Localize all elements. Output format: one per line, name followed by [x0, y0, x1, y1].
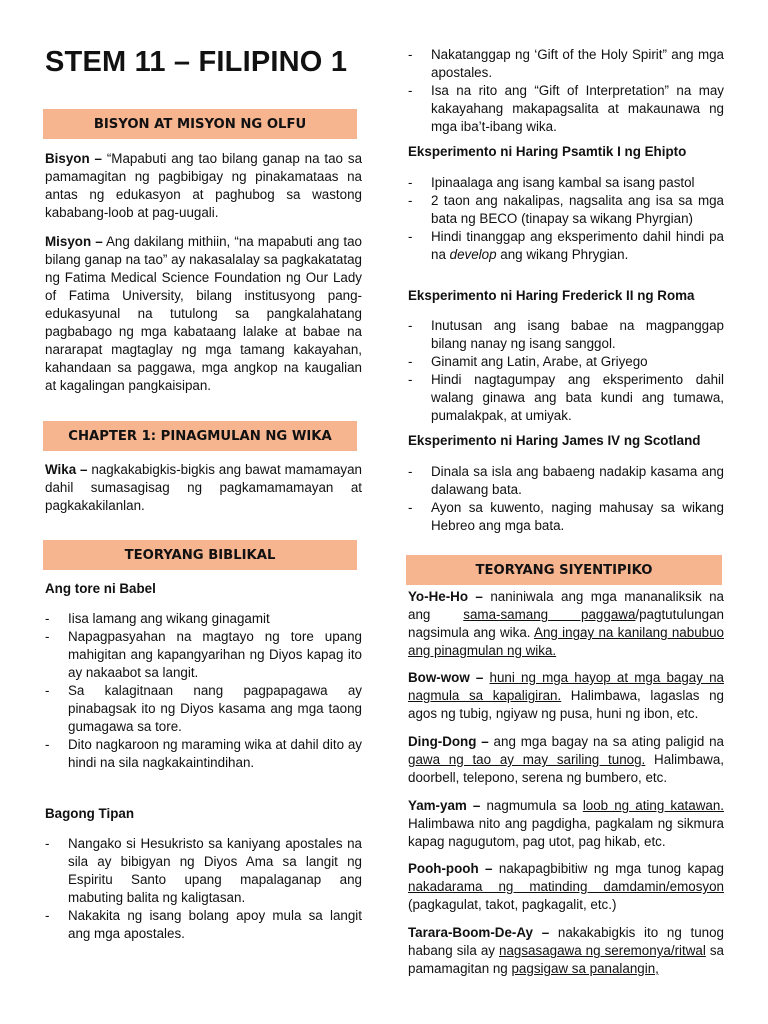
section-heading-siyentipiko: TEORYANG SIYENTIPIKO: [406, 555, 722, 585]
tipan-title: Bagong Tipan: [45, 806, 135, 821]
list-item: - Iisa lamang ang wikang ginagamit: [45, 610, 362, 628]
tipan-list: [45, 835, 362, 943]
underlined-text: nakadarama ng matinding damdamin/emosyon: [408, 879, 724, 894]
underlined-text: gawa ng tao ay may sariling tunog.: [408, 752, 646, 767]
tarara-paragraph: [408, 924, 724, 978]
text: nakapagbibitiw ng mga tunog kapag: [492, 861, 724, 876]
exp3-title: Eksperimento ni Haring James IV ng Scotland: [408, 433, 701, 448]
babel-title: Ang tore ni Babel: [45, 581, 156, 596]
dingdong-paragraph: [408, 733, 724, 787]
list-item: - Dinala sa isla ang babaeng nadakip kasama ang dalawang bata.: [408, 463, 724, 499]
list-item: - Hindi nagtagumpay ang eksperimento dahil walang ginawa ang bata kundi ang tumawa, pumalakpak, at umiyak.: [408, 371, 724, 425]
text: naniniwala ang mga mananaliksik na ang: [408, 589, 724, 622]
exp1-list: [408, 174, 724, 264]
exp2-title: Eksperimento ni Haring Frederick II ng Roma: [408, 288, 695, 303]
underlined-text: pagsigaw sa panalangin,: [511, 961, 659, 976]
section-heading-bisyon: BISYON AT MISYON NG OLFU: [43, 109, 357, 139]
list-item: - Napagpasyahan na magtayo ng tore upang mahigitan ang kapangyarihan ng Diyos kapag ito ay nakaabot sa langit.: [45, 628, 362, 682]
text: nakakabigkis ito ng tunog habang sila ay: [408, 925, 725, 958]
wika-paragraph: [45, 461, 362, 515]
term: Pooh-pooh –: [408, 861, 493, 876]
term: Ding-Dong –: [408, 734, 489, 749]
misyon-paragraph: [45, 233, 362, 395]
underlined-text: huni ng mga hayop at mga bagay na nagmula sa kapaligiran.: [408, 670, 725, 703]
list-item: - Ipinaalaga ang isang kambal sa isang pastol: [408, 174, 724, 192]
emphasis: develop: [449, 247, 497, 262]
text: sa pamamagitan ng: [408, 943, 724, 976]
text: nagmumula sa: [480, 798, 583, 813]
list-item: - Ayon sa kuwento, naging mahusay sa wikang Hebreo ang mga bata.: [408, 499, 724, 535]
text: Halimbawa, lagaslas ng agos ng tubig, ngiyaw ng pusa, huni ng ibon, etc.: [408, 688, 724, 721]
section-heading-chapter1: CHAPTER 1: PINAGMULAN NG WIKA: [43, 421, 357, 451]
list-item: - Nakatanggap ng ‘Gift of the Holy Spirit” ang mga apostales.: [408, 46, 724, 82]
underlined-text: sama-samang paggawa: [463, 607, 636, 622]
page-title: STEM 11 – FILIPINO 1: [45, 46, 348, 78]
wika-term: Wika –: [45, 462, 88, 477]
yoheho-paragraph: [408, 588, 724, 660]
list-item: - Sa kalagitnaan nang pagpapagawa ay pinabagsak ito ng Diyos kasama ang mga taong gumagawa sa tore.: [45, 682, 362, 736]
bisyon-term: Bisyon –: [45, 151, 102, 166]
poohpooh-paragraph: [408, 860, 724, 914]
text: ang wikang Phrygian.: [496, 247, 629, 262]
exp1-title: Eksperimento ni Haring Psamtik I ng Ehipto: [408, 144, 687, 159]
section-heading-biblikal: TEORYANG BIBLIKAL: [43, 540, 357, 570]
text: Halimbawa, doorbell, telepono, serena ng bumbero, etc.: [408, 752, 724, 785]
text: Halimbawa nito ang pagdigha, pagkalam ng sikmura kapag nagugutom, pag utot, pag hikab, etc.: [408, 816, 724, 849]
bowwow-paragraph: [408, 669, 724, 723]
exp3-list: [408, 463, 724, 535]
term: Yo-He-Ho –: [408, 589, 483, 604]
underlined-text: nagsasagawa ng seremonya/ritwal: [499, 943, 706, 958]
exp2-list: [408, 317, 724, 425]
list-item: - Isa na rito ang “Gift of Interpretation” na may kakayahang makapagsalita at makaunawa ng mga iba’t-ibang wika.: [408, 82, 724, 136]
text: Hindi tinanggap ang eksperimento dahil hindi pa na: [431, 229, 724, 262]
list-item: - Dito nagkaroon ng maraming wika at dahil dito ay hindi na sila nagkakaintindihan.: [45, 736, 362, 772]
list-item: - Inutusan ang isang babae na magpanggap bilang nanay ng isang sanggol.: [408, 317, 724, 353]
yamyam-paragraph: [408, 797, 724, 851]
list-item: - Ginamit ang Latin, Arabe, at Griyego: [408, 353, 724, 371]
text: ang mga bagay na sa ating paligid na: [488, 734, 724, 749]
term: Yam-yam –: [408, 798, 481, 813]
term: Bow-wow –: [408, 670, 484, 685]
underlined-text: Ang ingay na kanilang nabubuo ang pinagmulan ng wika.: [408, 625, 724, 658]
bisyon-text: “Mapabuti ang tao bilang ganap na tao sa pamamagitan ng pagbibigay ng pinakamataas na antas ng edukasyon at paghubog sa wastong kababang-loob at pag-uugali.: [45, 151, 363, 220]
text: (pagkagulat, takot, pagkagalit, etc.): [408, 897, 617, 912]
list-item: [408, 228, 724, 264]
misyon-term: Misyon –: [45, 234, 103, 249]
list-item: - 2 taon ang nakalipas, nagsalita ang isa sa mga bata ng BECO (tinapay sa wikang Phyrgian): [408, 192, 724, 228]
babel-list: [45, 610, 362, 772]
wika-text: nagkakabigkis-bigkis ang bawat mamamayan dahil sumasagisag ng pagkamamamayan at pagkakakilanlan.: [45, 462, 362, 513]
term: Tarara-Boom-De-Ay –: [408, 925, 550, 940]
list-item: - Nangako si Hesukristo sa kaniyang apostales na sila ay bibigyan ng Diyos Ama sa langit ng Espiritu Santo upang mapalaganap ang mabuting balita ng kaligtasan.: [45, 835, 362, 907]
bisyon-paragraph: [45, 150, 362, 222]
tipan-list-continued: [408, 46, 724, 136]
list-item: - Nakakita ng isang bolang apoy mula sa langit ang mga apostales.: [45, 907, 362, 943]
text: /pagtutulungan nagsimula ang wika.: [408, 607, 724, 640]
underlined-text: loob ng ating katawan.: [582, 798, 724, 813]
misyon-text: Ang dakilang mithiin, “na mapabuti ang tao bilang ganap na tao” ay nakasalalay sa pagkakatatag ng Fatima Medical Science Foundation ng Our Lady of Fatima University, bilang institusyong pang-edukasyunal na tutulong sa pangkalahatang pagbabago ng mga kabataang lalake at babae na nararapat magtaglay ng mga tamang kakayahan, kahandaan sa paggawa, mga angkop na kaugalian at kagalingan pangkaisipan.: [45, 234, 362, 393]
